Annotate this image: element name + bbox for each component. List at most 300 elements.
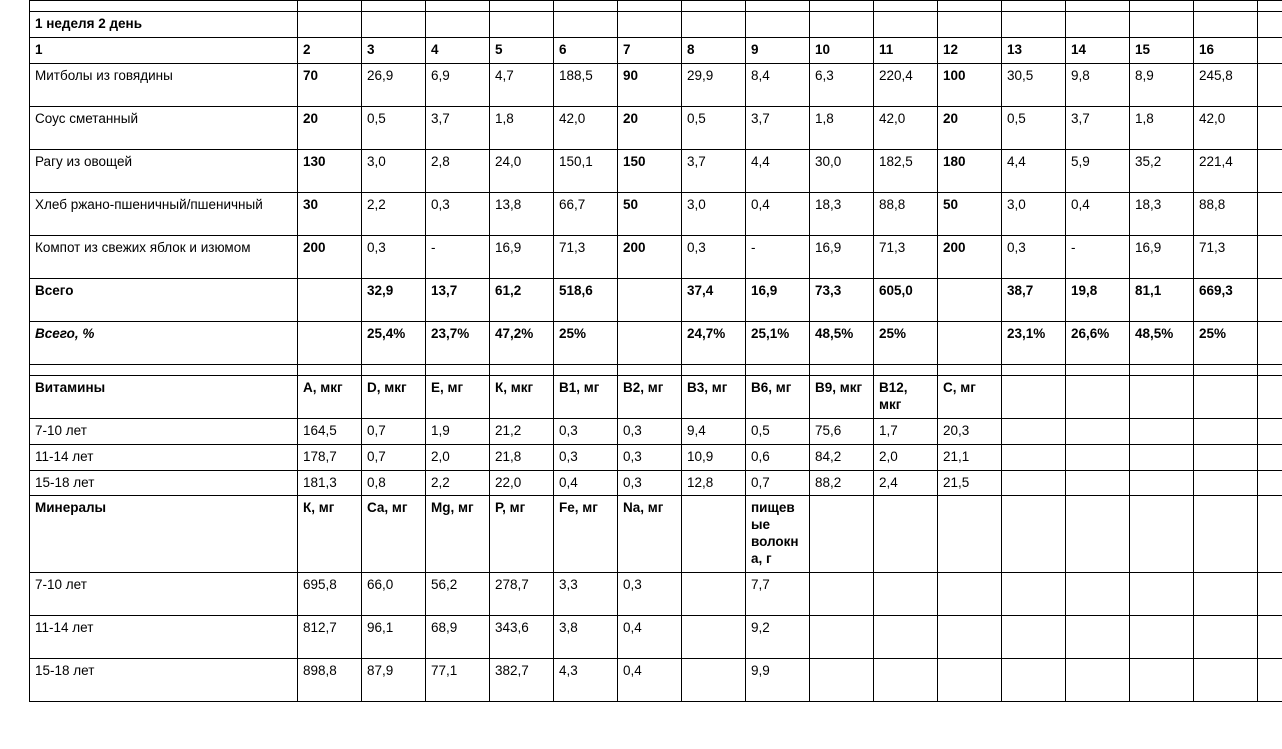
vitamin-header: D, мкг xyxy=(362,375,426,418)
mineral-value xyxy=(682,615,746,658)
total-value: 605,0 xyxy=(874,278,938,321)
column-index-header: 13 xyxy=(1002,37,1066,63)
empty-cell xyxy=(490,1,554,12)
empty-cell xyxy=(490,364,554,375)
table-row xyxy=(30,375,1282,418)
dish-value: 26,9 xyxy=(362,63,426,106)
mineral-value: 343,6 xyxy=(490,615,554,658)
dish-value: 220,4 xyxy=(874,63,938,106)
dish-value: 180 xyxy=(938,149,1002,192)
mineral-value: 68,9 xyxy=(426,615,490,658)
dish-value: 20 xyxy=(938,106,1002,149)
empty-cell xyxy=(1002,658,1066,701)
table-row xyxy=(30,192,1282,235)
mineral-value xyxy=(874,615,938,658)
empty-cell xyxy=(1002,615,1066,658)
dish-name: Соус сметанный xyxy=(30,106,298,149)
empty-cell xyxy=(682,12,746,38)
empty-cell xyxy=(1130,496,1194,573)
empty-cell xyxy=(1258,615,1282,658)
vitamin-value: 2,4 xyxy=(874,470,938,496)
empty-cell xyxy=(1194,658,1258,701)
empty-cell xyxy=(554,1,618,12)
column-index-header: 3 xyxy=(362,37,426,63)
dish-value: 245,8 xyxy=(1194,63,1258,106)
dish-value: 70 xyxy=(298,63,362,106)
dish-value: 88,8 xyxy=(1194,192,1258,235)
dish-value: 71,3 xyxy=(554,235,618,278)
mineral-value xyxy=(810,572,874,615)
column-index-header: 14 xyxy=(1066,37,1130,63)
empty-cell xyxy=(1258,375,1282,418)
table-row xyxy=(30,364,1282,375)
vitamin-value: 2,0 xyxy=(874,444,938,470)
empty-cell xyxy=(1130,572,1194,615)
dish-value: 2,8 xyxy=(426,149,490,192)
empty-cell xyxy=(1130,615,1194,658)
empty-cell xyxy=(1002,12,1066,38)
vitamin-value: 0,3 xyxy=(554,444,618,470)
total-value xyxy=(618,278,682,321)
empty-cell xyxy=(30,1,298,12)
dish-value: 50 xyxy=(938,192,1002,235)
empty-cell xyxy=(1066,418,1130,444)
empty-cell xyxy=(298,12,362,38)
empty-cell xyxy=(938,1,1002,12)
dish-value: 16,9 xyxy=(1130,235,1194,278)
empty-cell xyxy=(554,12,618,38)
column-index-header: 12 xyxy=(938,37,1002,63)
empty-cell xyxy=(618,12,682,38)
vitamin-value: 0,5 xyxy=(746,418,810,444)
dish-value: 50 xyxy=(618,192,682,235)
table-row xyxy=(30,658,1282,701)
empty-cell xyxy=(746,12,810,38)
empty-cell xyxy=(1258,235,1282,278)
empty-cell xyxy=(1002,470,1066,496)
table-row xyxy=(30,149,1282,192)
age-group-label: 7-10 лет xyxy=(30,418,298,444)
total-percent-value: 48,5% xyxy=(1130,321,1194,364)
dish-value: 6,9 xyxy=(426,63,490,106)
mineral-value: 278,7 xyxy=(490,572,554,615)
vitamin-value: 0,7 xyxy=(746,470,810,496)
dish-value: 20 xyxy=(618,106,682,149)
column-index-header: 11 xyxy=(874,37,938,63)
total-value: 16,9 xyxy=(746,278,810,321)
total-percent-value: 24,7% xyxy=(682,321,746,364)
dish-value: 8,4 xyxy=(746,63,810,106)
vitamin-value: 0,4 xyxy=(554,470,618,496)
dish-value: 0,5 xyxy=(682,106,746,149)
dish-name: Рагу из овощей xyxy=(30,149,298,192)
column-index-header: 7 xyxy=(618,37,682,63)
vitamin-value: 88,2 xyxy=(810,470,874,496)
dish-value: 4,4 xyxy=(1002,149,1066,192)
dish-value: 30,5 xyxy=(1002,63,1066,106)
vitamin-value: 0,3 xyxy=(618,470,682,496)
dish-value: - xyxy=(1066,235,1130,278)
mineral-value xyxy=(938,658,1002,701)
total-percent-value: 23,7% xyxy=(426,321,490,364)
dish-value: 0,5 xyxy=(362,106,426,149)
dish-value: 66,7 xyxy=(554,192,618,235)
column-index-header: 4 xyxy=(426,37,490,63)
table-row xyxy=(30,615,1282,658)
empty-cell xyxy=(874,1,938,12)
age-group-label: 15-18 лет xyxy=(30,658,298,701)
total-value: 669,3 xyxy=(1194,278,1258,321)
empty-cell xyxy=(1258,106,1282,149)
empty-cell xyxy=(1258,63,1282,106)
empty-cell xyxy=(1066,12,1130,38)
dish-value: 1,8 xyxy=(1130,106,1194,149)
empty-cell xyxy=(810,12,874,38)
total-percent-value xyxy=(938,321,1002,364)
table-row xyxy=(30,470,1282,496)
empty-cell xyxy=(1258,149,1282,192)
empty-cell xyxy=(1194,364,1258,375)
mineral-value xyxy=(810,615,874,658)
dish-value: 3,7 xyxy=(1066,106,1130,149)
dish-value: 200 xyxy=(298,235,362,278)
dish-value: 71,3 xyxy=(874,235,938,278)
column-index-header: 1 xyxy=(30,37,298,63)
vitamin-value: 1,9 xyxy=(426,418,490,444)
empty-cell xyxy=(1130,470,1194,496)
mineral-value: 0,4 xyxy=(618,615,682,658)
empty-cell xyxy=(1258,192,1282,235)
empty-cell xyxy=(1130,375,1194,418)
vitamin-value: 84,2 xyxy=(810,444,874,470)
empty-cell xyxy=(810,364,874,375)
vitamin-value: 164,5 xyxy=(298,418,362,444)
dish-value: 188,5 xyxy=(554,63,618,106)
mineral-value: 7,7 xyxy=(746,572,810,615)
mineral-value xyxy=(810,658,874,701)
dish-value: 88,8 xyxy=(874,192,938,235)
total-percent-label: Всего, % xyxy=(30,321,298,364)
dish-value: 18,3 xyxy=(810,192,874,235)
table-row xyxy=(30,37,1282,63)
empty-cell xyxy=(1258,418,1282,444)
empty-cell xyxy=(30,364,298,375)
dish-value: 2,2 xyxy=(362,192,426,235)
empty-cell xyxy=(746,1,810,12)
empty-cell xyxy=(1002,375,1066,418)
empty-cell xyxy=(1258,321,1282,364)
total-percent-value: 25% xyxy=(554,321,618,364)
mineral-header: Fe, мг xyxy=(554,496,618,573)
mineral-value xyxy=(682,572,746,615)
empty-cell xyxy=(1258,658,1282,701)
empty-cell xyxy=(1258,37,1282,63)
total-percent-value: 47,2% xyxy=(490,321,554,364)
mineral-value: 56,2 xyxy=(426,572,490,615)
table-row xyxy=(30,12,1282,38)
dish-value: 29,9 xyxy=(682,63,746,106)
mineral-header: Р, мг xyxy=(490,496,554,573)
dish-value: 42,0 xyxy=(874,106,938,149)
dish-value: 18,3 xyxy=(1130,192,1194,235)
dish-value: 71,3 xyxy=(1194,235,1258,278)
vitamin-value: 2,0 xyxy=(426,444,490,470)
dish-value: 30 xyxy=(298,192,362,235)
mineral-header: Na, мг xyxy=(618,496,682,573)
age-group-label: 7-10 лет xyxy=(30,572,298,615)
dish-value: 30,0 xyxy=(810,149,874,192)
empty-cell xyxy=(362,364,426,375)
mineral-header xyxy=(682,496,746,573)
empty-cell xyxy=(1066,470,1130,496)
dish-value: 0,4 xyxy=(746,192,810,235)
mineral-header: К, мг xyxy=(298,496,362,573)
dish-value: 100 xyxy=(938,63,1002,106)
empty-cell xyxy=(298,1,362,12)
empty-cell xyxy=(1194,1,1258,12)
total-value: 81,1 xyxy=(1130,278,1194,321)
mineral-value xyxy=(938,615,1002,658)
empty-cell xyxy=(938,364,1002,375)
mineral-value: 0,4 xyxy=(618,658,682,701)
dish-value: 0,5 xyxy=(1002,106,1066,149)
empty-cell xyxy=(1066,444,1130,470)
vitamin-header: В3, мг xyxy=(682,375,746,418)
vitamin-header: В6, мг xyxy=(746,375,810,418)
column-index-header: 5 xyxy=(490,37,554,63)
vitamin-value: 1,7 xyxy=(874,418,938,444)
column-index-header: 2 xyxy=(298,37,362,63)
dish-value: 0,3 xyxy=(362,235,426,278)
total-percent-value: 23,1% xyxy=(1002,321,1066,364)
dish-value: 3,7 xyxy=(746,106,810,149)
dish-value: 90 xyxy=(618,63,682,106)
total-percent-value xyxy=(298,321,362,364)
vitamin-value: 21,2 xyxy=(490,418,554,444)
empty-cell xyxy=(1194,444,1258,470)
empty-cell xyxy=(1258,12,1282,38)
dish-value: - xyxy=(746,235,810,278)
column-index-header: 6 xyxy=(554,37,618,63)
dish-value: - xyxy=(426,235,490,278)
total-percent-value: 25% xyxy=(1194,321,1258,364)
mineral-value xyxy=(874,572,938,615)
empty-cell xyxy=(1002,496,1066,573)
empty-cell xyxy=(1258,470,1282,496)
mineral-value: 4,3 xyxy=(554,658,618,701)
column-index-header: 9 xyxy=(746,37,810,63)
vitamin-value: 75,6 xyxy=(810,418,874,444)
table-row xyxy=(30,106,1282,149)
vitamin-header: Е, мг xyxy=(426,375,490,418)
empty-cell xyxy=(1194,572,1258,615)
table-row xyxy=(30,1,1282,12)
empty-cell xyxy=(1258,444,1282,470)
empty-cell xyxy=(1258,496,1282,573)
dish-value: 16,9 xyxy=(490,235,554,278)
total-percent-value: 26,6% xyxy=(1066,321,1130,364)
vitamin-value: 178,7 xyxy=(298,444,362,470)
age-group-label: 15-18 лет xyxy=(30,470,298,496)
mineral-value: 9,2 xyxy=(746,615,810,658)
mineral-value: 3,3 xyxy=(554,572,618,615)
table-row xyxy=(30,418,1282,444)
empty-cell xyxy=(1002,364,1066,375)
empty-cell xyxy=(1194,375,1258,418)
empty-cell xyxy=(1002,1,1066,12)
mineral-value: 898,8 xyxy=(298,658,362,701)
total-value: 37,4 xyxy=(682,278,746,321)
vitamin-value: 12,8 xyxy=(682,470,746,496)
dish-name: Митболы из говядины xyxy=(30,63,298,106)
vitamin-value: 0,3 xyxy=(554,418,618,444)
empty-cell xyxy=(426,1,490,12)
empty-cell xyxy=(1130,12,1194,38)
empty-cell xyxy=(1066,572,1130,615)
table-row xyxy=(30,235,1282,278)
empty-cell xyxy=(874,12,938,38)
vitamin-header: К, мкг xyxy=(490,375,554,418)
mineral-value: 0,3 xyxy=(618,572,682,615)
dish-value: 35,2 xyxy=(1130,149,1194,192)
dish-name: Хлеб ржано-пшеничный/пшеничный xyxy=(30,192,298,235)
age-group-label: 11-14 лет xyxy=(30,444,298,470)
dish-value: 150 xyxy=(618,149,682,192)
empty-cell xyxy=(1002,444,1066,470)
mineral-value: 3,8 xyxy=(554,615,618,658)
dish-value: 4,4 xyxy=(746,149,810,192)
empty-cell xyxy=(1258,572,1282,615)
vitamin-value: 22,0 xyxy=(490,470,554,496)
total-value: 518,6 xyxy=(554,278,618,321)
mineral-header xyxy=(874,496,938,573)
dish-value: 3,7 xyxy=(426,106,490,149)
table-row xyxy=(30,278,1282,321)
dish-value: 130 xyxy=(298,149,362,192)
empty-cell xyxy=(362,1,426,12)
mineral-header xyxy=(810,496,874,573)
empty-cell xyxy=(1066,658,1130,701)
total-value xyxy=(298,278,362,321)
empty-cell xyxy=(618,1,682,12)
vitamin-value: 0,3 xyxy=(618,418,682,444)
total-percent-value: 25,1% xyxy=(746,321,810,364)
dish-value: 24,0 xyxy=(490,149,554,192)
empty-cell xyxy=(1194,615,1258,658)
vitamin-value: 9,4 xyxy=(682,418,746,444)
total-percent-value: 48,5% xyxy=(810,321,874,364)
mineral-value xyxy=(874,658,938,701)
vitamin-value: 2,2 xyxy=(426,470,490,496)
empty-cell xyxy=(1130,658,1194,701)
dish-value: 16,9 xyxy=(810,235,874,278)
empty-cell xyxy=(1258,278,1282,321)
dish-value: 0,3 xyxy=(426,192,490,235)
dish-value: 221,4 xyxy=(1194,149,1258,192)
total-label: Всего xyxy=(30,278,298,321)
vitamin-header: А, мкг xyxy=(298,375,362,418)
empty-cell xyxy=(298,364,362,375)
vitamin-header: В1, мг xyxy=(554,375,618,418)
empty-cell xyxy=(1258,1,1282,12)
vitamin-value: 21,1 xyxy=(938,444,1002,470)
empty-cell xyxy=(362,12,426,38)
empty-cell xyxy=(1130,364,1194,375)
table-row xyxy=(30,572,1282,615)
vitamin-value: 0,3 xyxy=(618,444,682,470)
mineral-header: пищевые волокна, г xyxy=(746,496,810,573)
vitamin-value: 0,7 xyxy=(362,418,426,444)
mineral-value: 9,9 xyxy=(746,658,810,701)
dish-value: 5,9 xyxy=(1066,149,1130,192)
dish-value: 200 xyxy=(938,235,1002,278)
dish-value: 182,5 xyxy=(874,149,938,192)
dish-value: 8,9 xyxy=(1130,63,1194,106)
empty-cell xyxy=(1130,444,1194,470)
vitamin-value: 0,8 xyxy=(362,470,426,496)
nutrition-table xyxy=(29,0,1282,702)
dish-value: 6,3 xyxy=(810,63,874,106)
table-row xyxy=(30,63,1282,106)
empty-cell xyxy=(1194,470,1258,496)
total-value: 32,9 xyxy=(362,278,426,321)
empty-cell xyxy=(1066,1,1130,12)
vitamin-header: В12, мкг xyxy=(874,375,938,418)
empty-cell xyxy=(618,364,682,375)
empty-cell xyxy=(1130,1,1194,12)
table-row xyxy=(30,444,1282,470)
week-day-title: 1 неделя 2 день xyxy=(30,12,298,38)
empty-cell xyxy=(874,364,938,375)
dish-value: 3,0 xyxy=(682,192,746,235)
empty-cell xyxy=(1066,496,1130,573)
empty-cell xyxy=(682,1,746,12)
total-value xyxy=(938,278,1002,321)
dish-value: 1,8 xyxy=(490,106,554,149)
dish-value: 200 xyxy=(618,235,682,278)
vitamin-value: 0,7 xyxy=(362,444,426,470)
vitamins-label: Витамины xyxy=(30,375,298,418)
total-value: 13,7 xyxy=(426,278,490,321)
dish-value: 13,8 xyxy=(490,192,554,235)
empty-cell xyxy=(1258,364,1282,375)
dish-value: 9,8 xyxy=(1066,63,1130,106)
vitamin-header: С, мг xyxy=(938,375,1002,418)
mineral-value: 812,7 xyxy=(298,615,362,658)
empty-cell xyxy=(1002,572,1066,615)
empty-cell xyxy=(426,364,490,375)
vitamin-value: 21,5 xyxy=(938,470,1002,496)
dish-value: 20 xyxy=(298,106,362,149)
column-index-header: 16 xyxy=(1194,37,1258,63)
empty-cell xyxy=(810,1,874,12)
empty-cell xyxy=(1194,418,1258,444)
vitamin-header: В9, мкг xyxy=(810,375,874,418)
dish-value: 4,7 xyxy=(490,63,554,106)
mineral-header: Са, мг xyxy=(362,496,426,573)
total-percent-value: 25% xyxy=(874,321,938,364)
vitamin-value: 20,3 xyxy=(938,418,1002,444)
total-percent-value xyxy=(618,321,682,364)
dish-value: 0,4 xyxy=(1066,192,1130,235)
vitamin-value: 10,9 xyxy=(682,444,746,470)
vitamin-value: 0,6 xyxy=(746,444,810,470)
dish-value: 3,0 xyxy=(1002,192,1066,235)
table-row xyxy=(30,321,1282,364)
dish-value: 0,3 xyxy=(1002,235,1066,278)
empty-cell xyxy=(746,364,810,375)
dish-value: 1,8 xyxy=(810,106,874,149)
